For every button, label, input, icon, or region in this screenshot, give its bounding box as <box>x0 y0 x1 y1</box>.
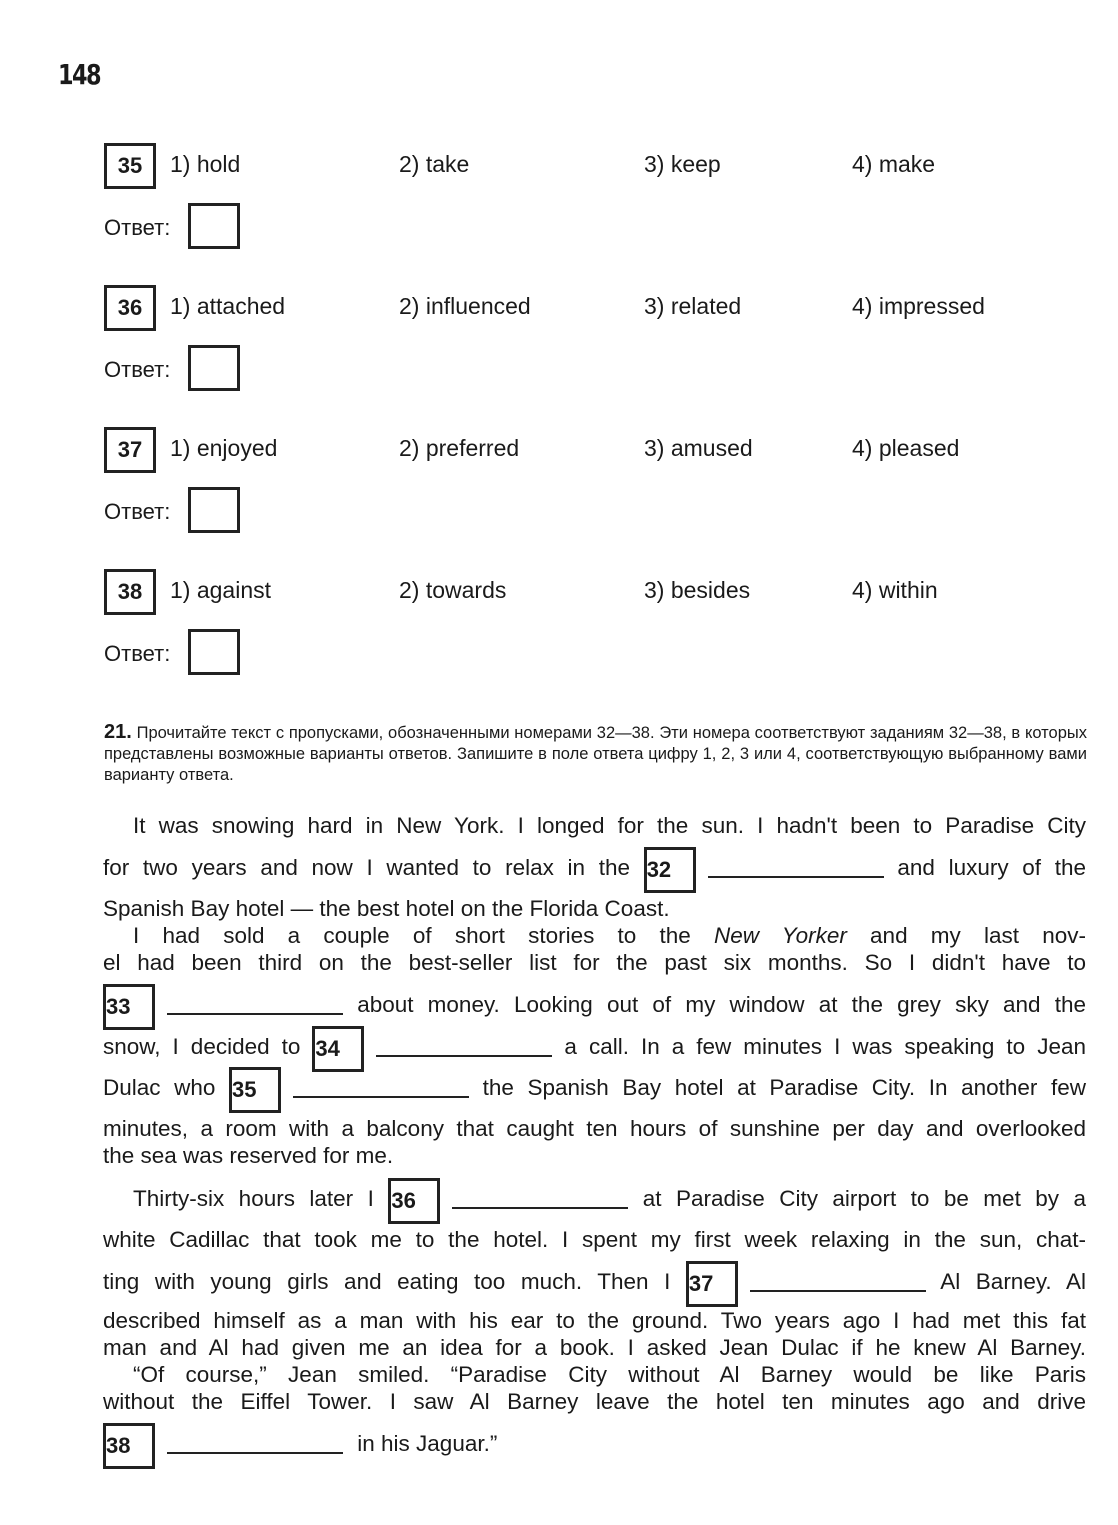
gap-blank[interactable] <box>708 862 884 878</box>
answer-label: Ответ: <box>104 357 171 382</box>
option-3[interactable]: 3) keep <box>644 151 721 177</box>
passage-text: Dulac who <box>103 1075 216 1100</box>
passage-line: el had been third on the best-seller list for the past six months. So I didn't have to <box>103 950 1086 975</box>
passage-line: It was snowing hard in New York. I longed for the sun. I hadn't been to Paradise City <box>133 813 1086 838</box>
passage-line: without the Eiffel Tower. I saw Al Barney leave the hotel ten minutes ago and drive <box>103 1389 1086 1414</box>
gap-number-box: 37 <box>686 1261 738 1307</box>
passage-line: “Of course,” Jean smiled. “Paradise City without Al Barney would be like Paris <box>133 1362 1086 1387</box>
option-2[interactable]: 2) take <box>399 151 470 177</box>
answer-label: Ответ: <box>104 215 171 240</box>
answer-input-box[interactable] <box>188 629 240 675</box>
answer-label: Ответ: <box>104 641 171 666</box>
option-3[interactable]: 3) besides <box>644 577 751 603</box>
passage-line <box>103 1419 1086 1469</box>
answer-input-box[interactable] <box>188 487 240 533</box>
option-1[interactable]: 1) attached <box>170 293 286 319</box>
passage-text: in his Jaguar.” <box>357 1431 498 1456</box>
page-number: 148 <box>58 58 100 91</box>
answer-label: Ответ: <box>104 499 171 524</box>
task-number: 21. <box>104 721 132 743</box>
gap-number-box: 34 <box>312 1026 364 1072</box>
option-4[interactable]: 4) impressed <box>852 293 985 319</box>
gap-38 <box>103 1420 343 1470</box>
question-number-box: 37 <box>104 427 156 473</box>
answer-input-box[interactable] <box>188 203 240 249</box>
passage-line <box>103 1063 1086 1113</box>
passage-line: man and Al had given me an idea for a book. I asked Jean Dulac if he knew Al Barney. <box>103 1335 1086 1360</box>
option-1[interactable]: 1) hold <box>170 151 241 177</box>
option-4[interactable]: 4) make <box>852 151 936 177</box>
passage-line: the sea was reserved for me. <box>103 1143 394 1168</box>
passage-line <box>103 923 1086 949</box>
gap-35 <box>229 1064 469 1114</box>
passage-line: described himself as a man with his ear to the ground. Two years ago I had met this fat <box>103 1308 1086 1333</box>
question-number-box: 36 <box>104 285 156 331</box>
gap-32 <box>644 844 884 894</box>
gap-36 <box>388 1175 628 1225</box>
passage-italic: New Yorker <box>714 923 847 948</box>
passage-line <box>103 1257 1086 1307</box>
option-2[interactable]: 2) influenced <box>399 293 531 319</box>
gap-number-box: 35 <box>229 1067 281 1113</box>
passage-text: Thirty-six hours later I <box>133 1186 374 1211</box>
passage-text: and luxury of the <box>897 855 1087 880</box>
gap-37 <box>686 1258 926 1308</box>
gap-blank[interactable] <box>293 1082 469 1098</box>
option-2[interactable]: 2) towards <box>399 577 507 603</box>
passage-line <box>103 843 1086 893</box>
passage-text: I had sold a couple of short stories to the <box>133 923 691 948</box>
passage-line: minutes, a room with a balcony that caught ten hours of sunshine per day and overlooked <box>103 1116 1086 1141</box>
answer-input-box[interactable] <box>188 345 240 391</box>
passage-text: and my last nov- <box>870 923 1086 948</box>
gap-number-box: 38 <box>103 1423 155 1469</box>
gap-number-box: 36 <box>388 1178 440 1224</box>
passage-text: for two years and now I wanted to relax in the <box>103 855 630 880</box>
passage-text: snow, I decided to <box>103 1034 301 1059</box>
passage-line: Spanish Bay hotel — the best hotel on the Florida Coast. <box>103 896 670 921</box>
gap-blank[interactable] <box>750 1276 926 1292</box>
gap-blank[interactable] <box>452 1193 628 1209</box>
passage-text: Al Barney. Al <box>940 1269 1086 1294</box>
gap-blank[interactable] <box>376 1041 552 1057</box>
question-number-box: 38 <box>104 569 156 615</box>
option-1[interactable]: 1) enjoyed <box>170 435 278 461</box>
question-38 <box>104 569 1064 699</box>
question-number-box: 35 <box>104 143 156 189</box>
gap-number-box: 32 <box>644 847 696 893</box>
gap-blank[interactable] <box>167 1438 343 1454</box>
passage-text: ting with young girls and eating too much. Then I <box>103 1269 671 1294</box>
passage-text: a call. In a few minutes I was speaking to Jean <box>564 1034 1086 1059</box>
passage-line: white Cadillac that took me to the hotel. I spent my first week relaxing in the sun, chat- <box>103 1227 1086 1252</box>
option-3[interactable]: 3) amused <box>644 435 753 461</box>
gap-blank[interactable] <box>167 999 343 1015</box>
task-instruction <box>104 722 1087 786</box>
question-37 <box>104 427 1064 557</box>
question-35 <box>104 143 1064 273</box>
option-2[interactable]: 2) preferred <box>399 435 520 461</box>
option-3[interactable]: 3) related <box>644 293 742 319</box>
option-1[interactable]: 1) against <box>170 577 272 603</box>
question-36 <box>104 285 1064 415</box>
option-4[interactable]: 4) pleased <box>852 435 960 461</box>
gap-number-box: 33 <box>103 984 155 1030</box>
instruction-text: Прочитайте текст с пропусками, обозначенными номерами 32—38. Эти номера соответствуют заданиям 32—38, в которых представлены возможные варианты ответов. Запишите в поле ответа цифру 1, 2, 3 или 4, соответствующую выбранному вами варианту ответа. <box>104 724 1087 784</box>
option-4[interactable]: 4) within <box>852 577 938 603</box>
passage-line <box>103 1174 1086 1224</box>
passage-text: at Paradise City airport to be met by a <box>642 1186 1086 1211</box>
passage-text: about money. Looking out of my window at the grey sky and the <box>357 992 1086 1017</box>
passage-text: the Spanish Bay hotel at Paradise City. In another few <box>482 1075 1086 1100</box>
